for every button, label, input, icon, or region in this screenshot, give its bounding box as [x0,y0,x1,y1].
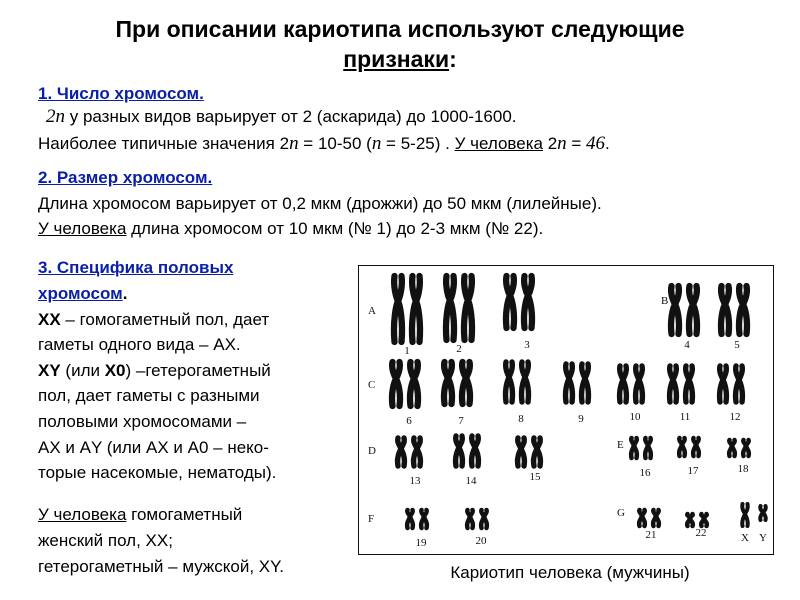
s1-l2-e: = [566,134,587,153]
var-n: n [557,133,567,154]
chromosome-number-7: 7 [458,415,464,427]
karyotype-figure [358,265,774,555]
s2-line2-rest: длина хромосом от 10 мкм (№ 1) до 2-3 мкм (№ 22). [126,219,544,238]
chromosome-22-a [687,514,693,526]
s3-human-line-2: женский пол, ХХ; [38,531,173,550]
chromosome-8-b [522,362,529,402]
chromosome-2-b [464,276,472,340]
group-label-c: C [368,379,376,391]
chromosome-20-a [467,510,473,528]
chromatid [739,366,742,402]
value-46: 46 [586,133,606,154]
chromosome-19-b [421,510,427,528]
chromosome-number-16: 16 [639,467,651,479]
chromatid [690,514,693,526]
chromosome-5-b [739,286,747,334]
chromosome-number-21: 21 [645,529,657,541]
chromatid [642,510,645,526]
section-3-heading-1: 3. Специфика половых [38,258,234,277]
chromosome-19-a [407,510,413,528]
chromatid [509,362,512,402]
s3-l1: – гомогаметный пол, дает [60,310,270,329]
chromosome-6-b [410,362,418,406]
chromosome-3-b [524,276,532,328]
s3-line-4: пол, дает гаметы с разными [38,386,260,405]
chromatid [525,362,528,402]
chromatid [417,438,420,466]
chromosome-4-b [689,286,697,334]
chromosome-number-9: 9 [578,413,584,425]
chromatid [725,286,729,334]
chromosome-16-a [631,438,637,458]
chromatid [656,510,659,526]
chromosome-13-b [414,438,421,466]
chromatid [416,276,420,342]
chromatid [746,440,749,456]
x0-label: X0 [104,361,126,380]
s2-human: У человека [38,219,127,238]
chromatid [424,510,427,528]
chromatid [414,362,418,406]
chromatid [732,440,735,456]
s3-heading-dot: . [122,284,128,303]
chromosome-11-b [686,366,693,402]
var-n: n [371,133,382,154]
title-word: признаки [343,46,450,72]
var-n: n [289,133,299,154]
chromosome-number-19: 19 [415,537,427,549]
s3-line-1 [38,309,269,331]
section-1-line-1 [46,106,517,128]
chromosome-number-3: 3 [524,339,530,351]
chromosome-21-a [639,510,645,526]
chromosome-number-2: 2 [456,343,462,355]
s3-line-2: гаметы одного вида – АХ. [38,335,241,354]
chromosome-number-5: 5 [734,339,740,351]
chromatid [682,438,685,456]
chromatid [673,366,676,402]
s3-line-5: половыми хромосомами – [38,412,247,431]
chromatid [648,438,651,458]
group-label-f: F [368,513,375,525]
chromosome-number-4: 4 [684,339,690,351]
chromosome-13-a [398,438,405,466]
chromosome-number-18: 18 [737,463,749,475]
group-label-b: B [661,295,669,307]
chromosome-number-17: 17 [687,465,699,477]
chromatid [696,438,699,456]
chromatid [569,364,572,402]
chromosome-number-14: 14 [465,475,477,487]
chromosome-5-a [721,286,729,334]
chromatid [468,276,472,340]
chromatid [639,366,642,402]
chromosome-number-y: Y [759,532,767,544]
chromosome-1-a [394,276,402,342]
s3-human-line-3: гетерогаметный – мужской, XY. [38,557,285,576]
chromatid [743,286,747,334]
figure-caption: Кариотип человека (мужчины) [450,563,690,582]
xx-label: XX [38,310,61,329]
chromatid [537,438,540,466]
chromatid [675,286,679,334]
chromosome-18-b [743,440,749,456]
chromosome-18-a [729,440,735,456]
group-label-a: A [368,305,376,317]
title-colon: : [449,46,457,72]
chromatid [623,366,626,402]
chromatid [396,362,400,406]
s1-l2-f: . [605,134,610,153]
chromosome-3-a [506,276,514,328]
chromatid [410,510,413,528]
xy-label: XY [38,361,61,380]
chromosome-12-a [720,366,727,402]
section-1-line-2 [38,133,610,155]
chromosome-11-a [670,366,677,402]
chromatid [634,438,637,458]
slide-title [40,14,760,74]
chromatid [763,506,766,520]
chromosome-9-b [582,364,589,402]
s3-l3b: ) –гетерогаметный [125,361,271,380]
chromosome-12-b [736,366,743,402]
chromatid [466,362,470,404]
chromosome-number-12: 12 [729,411,741,423]
var-2n: 2n [46,106,65,127]
section-1-heading: 1. Число хромосом. [38,84,204,103]
group-label-e: E [617,439,624,451]
chromatid [448,362,452,404]
chromosome-16-b [645,438,651,458]
karyotype-image [359,266,772,553]
group-label-g: G [617,507,625,519]
chromosome-7-a [444,362,452,404]
chromosome-number-13: 13 [409,475,421,487]
chromosome-10-b [636,366,643,402]
chromatid [510,276,514,328]
s1-l2-b: = 10-50 ( [298,134,372,153]
section-2-heading: 2. Размер хромосом. [38,168,213,187]
chromosome-number-6: 6 [406,415,412,427]
title-line-1: При описании кариотипа используют следующие [115,16,685,42]
section-2-line-2 [38,218,543,240]
chromatid [475,436,478,466]
chromatid [693,286,697,334]
s3-line-3 [38,360,271,382]
chromatid [723,366,726,402]
title-line-2 [40,44,760,74]
chromosome-21-b [653,510,659,526]
chromosome-15-b [534,438,541,466]
chromosome-17-a [679,438,685,456]
chromatid [398,276,402,342]
chromosome-9-a [566,364,573,402]
chromosome-20-b [481,510,487,528]
s1-human: У человека [454,134,543,153]
s3-human-line-1 [38,504,242,526]
s1-l2-d: 2 [542,134,558,153]
chromatid [585,364,588,402]
chromosome-number-15: 15 [529,471,541,483]
chromosome-number-20: 20 [475,535,487,547]
chromatid [745,504,748,526]
chromatid [450,276,454,340]
chromosome-14-b [472,436,479,466]
s3-l3a: (или [60,361,105,380]
s3-heading-word: хромосом [38,284,123,303]
chromosome-number-11: 11 [679,411,691,423]
s1-l2-c: = 5-25) . [381,134,455,153]
chromosome-17-b [693,438,699,456]
chromosome-number-1: 1 [404,345,410,357]
s3-line-6: АХ и АY (или АХ и А0 – неко- [38,438,269,457]
chromosome-6-a [392,362,400,406]
chromosome-number-10: 10 [629,411,641,423]
chromosome-22-b [701,514,707,526]
group-label-d: D [368,445,376,457]
chromosome-number-x: X [741,532,749,544]
chromosome-number-8: 8 [518,413,524,425]
chromatid [528,276,532,328]
chromosome-4-a [671,286,679,334]
chromatid [484,510,487,528]
chromosome-number-22: 22 [695,527,707,539]
chromosome-2-a [446,276,454,340]
chromatid [689,366,692,402]
chromatid [401,438,404,466]
chromosome-14-a [456,436,463,466]
chromosome-10-a [620,366,627,402]
chromosome-1-b [412,276,420,342]
chromosome-x [742,504,748,526]
chromatid [459,436,462,466]
chromatid [704,514,707,526]
s1-l1-text: у разных видов варьирует от 2 (аскарида) до 1000-1600. [65,107,517,126]
s3-human: У человека [38,505,127,524]
chromosome-7-b [462,362,470,404]
section-3-heading-2 [38,283,127,305]
chromatid [470,510,473,528]
chromosome-15-a [518,438,525,466]
s3-h1: гомогаметный [126,505,243,524]
chromosome-8-a [506,362,513,402]
s3-line-7: торые насекомые, нематоды). [38,463,277,482]
chromatid [521,438,524,466]
chromosome-y [760,506,766,520]
section-2-line-1: Длина хромосом варьирует от 0,2 мкм (дрожжи) до 50 мкм (лилейные). [38,194,602,213]
s1-l2-a: Наиболее типичные значения 2 [38,134,290,153]
